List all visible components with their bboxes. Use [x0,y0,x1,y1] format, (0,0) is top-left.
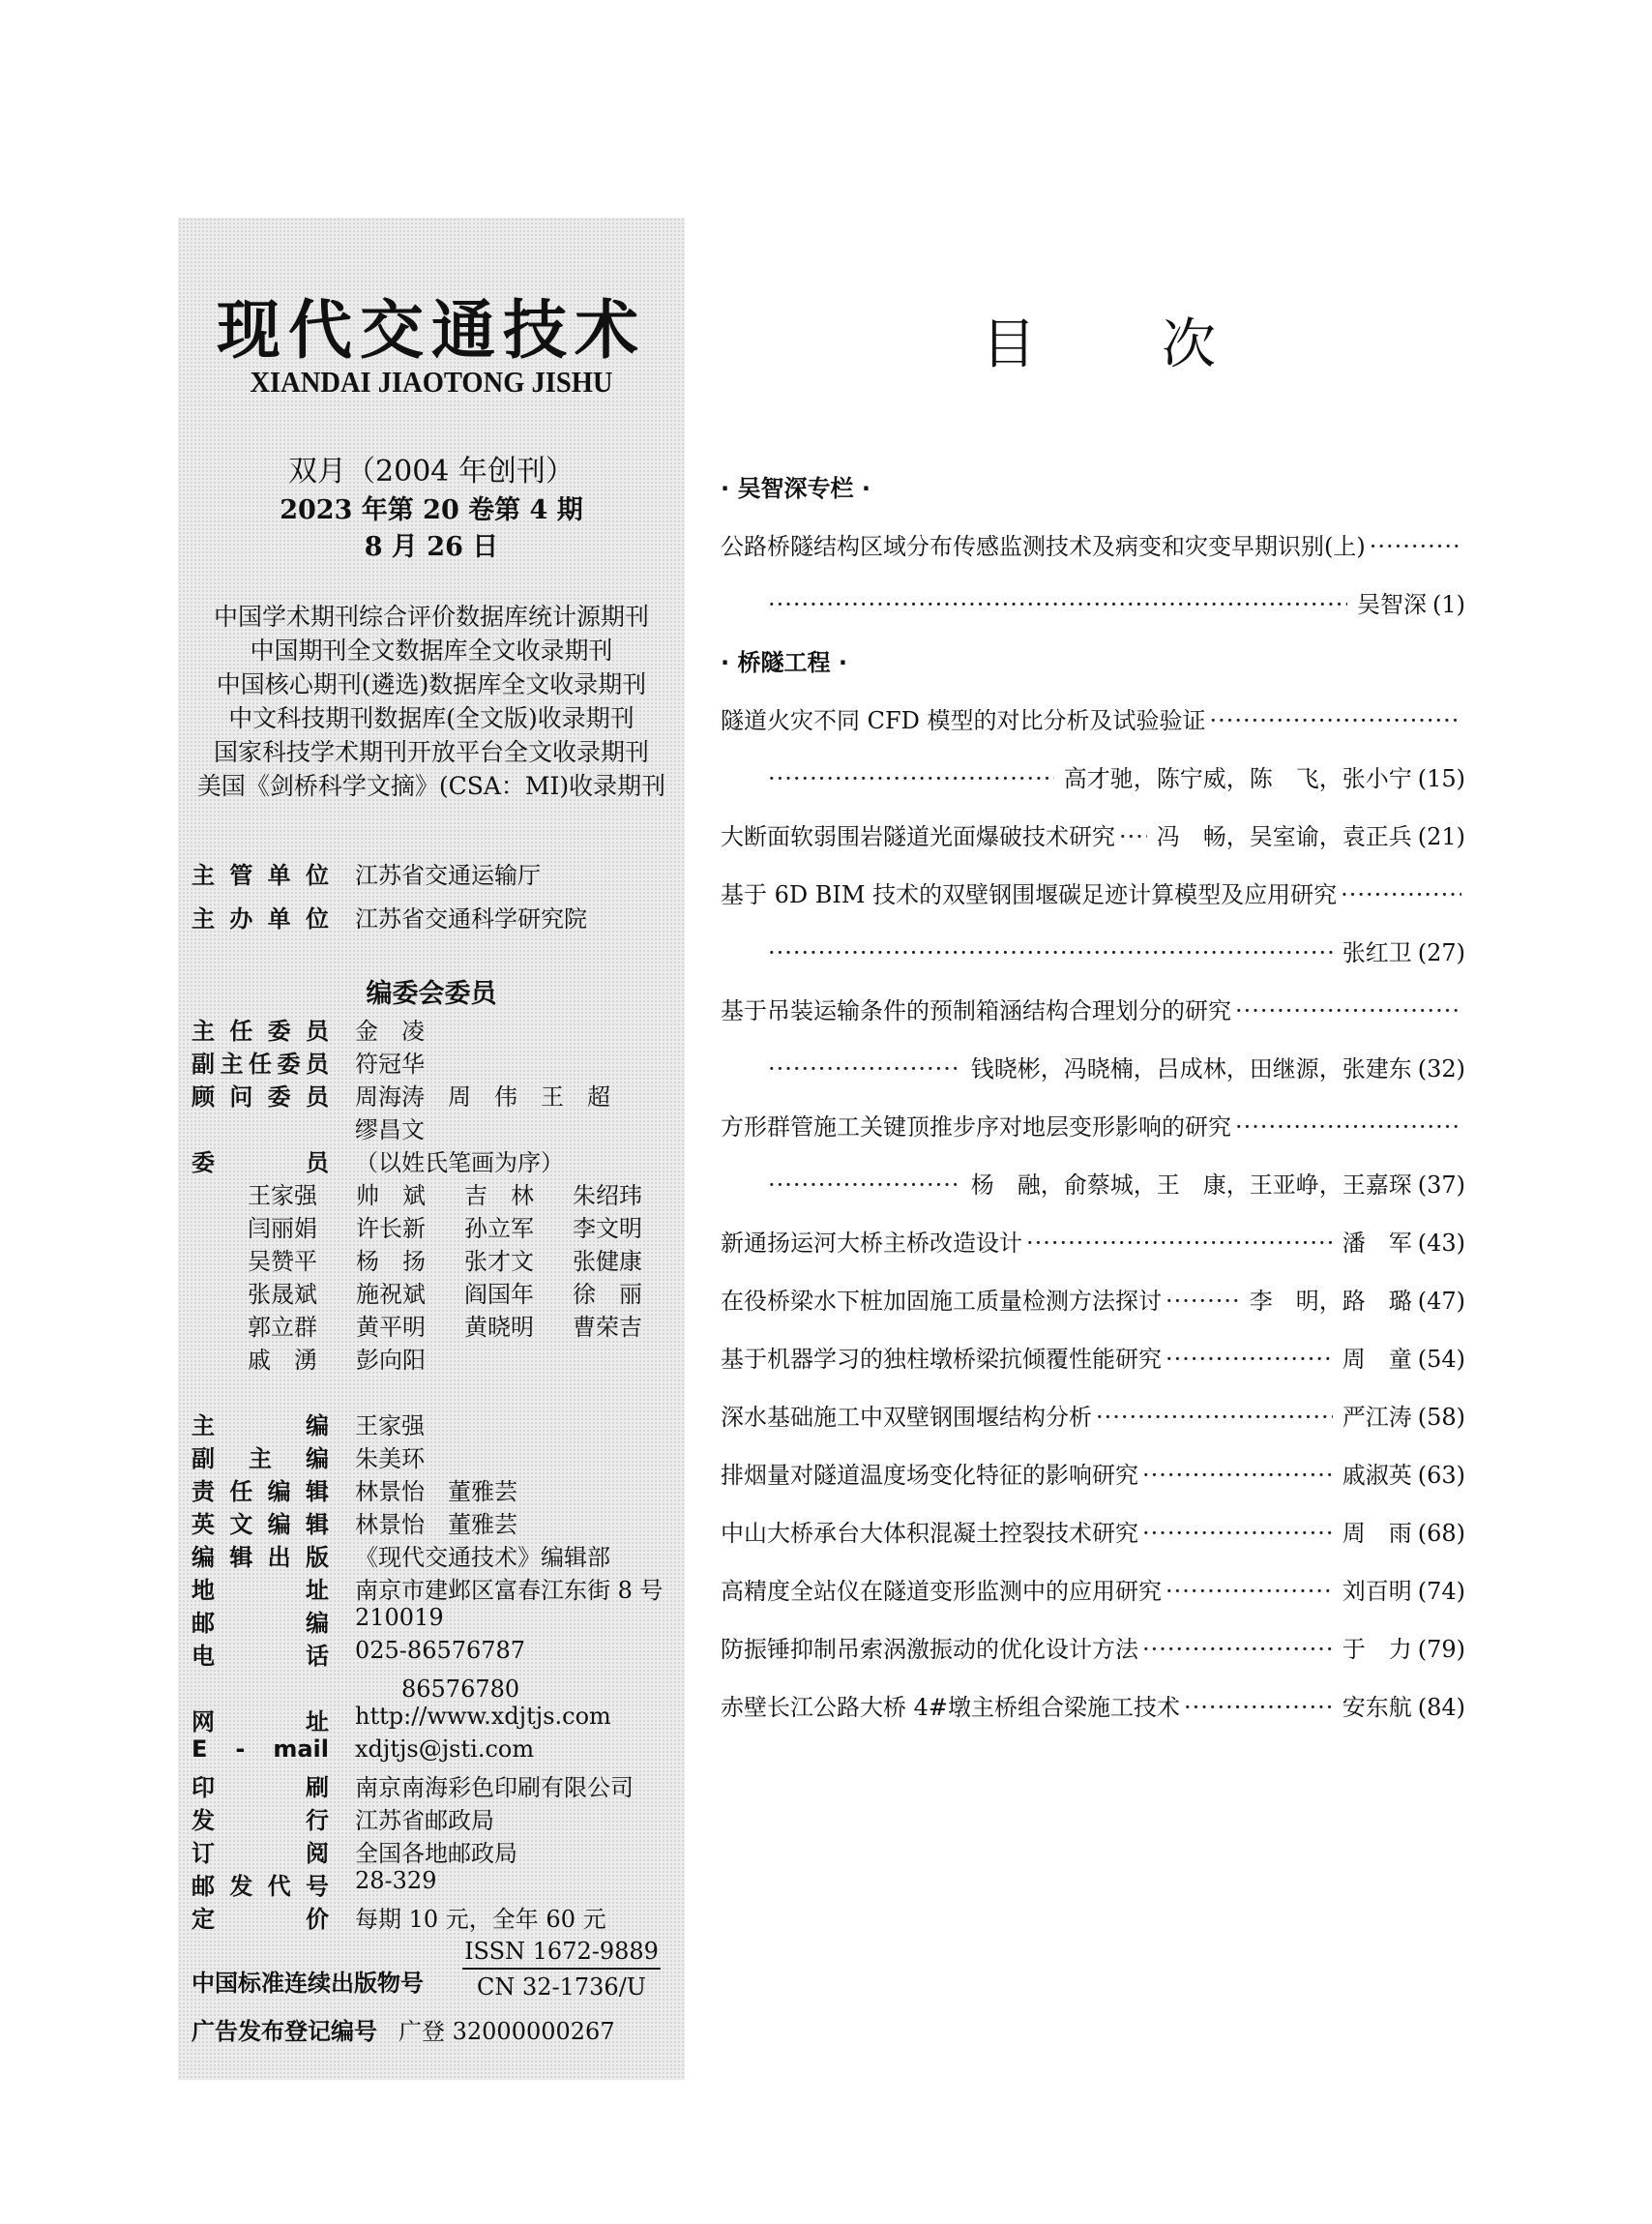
toc-entry-author: 周 童 [1342,1346,1412,1373]
toc-section: · 桥隧工程 · [721,649,847,676]
toc-title-right: 次 [1162,313,1216,376]
member-name: 黄平明 [356,1314,426,1341]
editorial-value: 林景怡 董雅芸 [355,1511,517,1538]
toc-entry-title: 基于 6D BIM 技术的双壁钢围堰碳足迹计算模型及应用研究 [721,881,1338,908]
editorial-label: 定价 [192,1906,329,1933]
toc-entry[interactable] [721,875,1465,909]
toc-title-left: 目 [982,313,1036,376]
member-row [248,1209,681,1243]
editorial-label: 订阅 [192,1840,329,1867]
editorial-value: 南京南海彩色印刷有限公司 [355,1774,634,1801]
toc-entry[interactable] [721,1572,1465,1606]
member-name: 张健康 [573,1248,642,1275]
toc-entry-author: 刘百明 [1342,1578,1412,1605]
editorial-label: 责任编辑 [192,1478,329,1505]
board-title: 编委会委员 [366,979,497,1009]
toc-entry-page: (84) [1417,1694,1465,1721]
toc-entry-page: (68) [1417,1520,1465,1547]
editorial-value: 025-86576787 [355,1637,526,1664]
toc-entry[interactable] [721,817,1465,851]
board-role-value: 金 凌 [355,1018,425,1045]
board-role-value: 缪昌文 [355,1116,425,1143]
toc-entry-title: 深水基础施工中双壁钢围堰结构分析 [721,1404,1092,1431]
editorial-label: 主编 [192,1412,329,1439]
board-role-value: 周海涛 周 伟 王 超 [355,1083,610,1111]
toc-entry[interactable] [721,1456,1465,1490]
indexing-item: 国家科技学术期刊开放平台全文收录期刊 [213,738,649,766]
toc-entry[interactable] [721,527,1465,561]
member-name: 张才文 [464,1248,534,1275]
toc-entry-title: 方形群管施工关键顶推步序对地层变形影响的研究 [721,1113,1231,1141]
toc-entry[interactable] [721,992,1465,1025]
member-name: 李文明 [573,1215,642,1242]
indexing-item: 中国学术期刊综合评价数据库统计源期刊 [213,603,649,631]
member-name: 孙立军 [464,1215,534,1242]
toc-entry-title: 隧道火灾不同 CFD 模型的对比分析及试验验证 [721,707,1206,734]
editorial-label: 英文编辑 [192,1511,329,1538]
toc-entry[interactable] [721,1340,1465,1374]
issn: ISSN 1672-9889 [462,1938,661,1970]
member-name: 吴赞平 [248,1248,317,1275]
toc-entry[interactable] [721,701,1465,735]
toc-entry-author: 钱晓彬，冯晓楠，吕成林，田继源，张建东 [970,1055,1412,1082]
member-name: 徐 丽 [573,1281,642,1308]
toc-entry-title: 新通扬运河大桥主桥改造设计 [721,1230,1022,1257]
member-row [248,1308,681,1342]
cn-number: CN 32-1736/U [476,1973,647,2001]
toc-entry-author: 冯 畅，吴室谕，袁正兵 [1156,823,1412,850]
toc-entry[interactable] [721,1224,1465,1258]
editorial-label: 地址 [192,1577,329,1604]
member-name: 彭向阳 [356,1347,426,1374]
sponsor-label: 主办单位 [192,905,329,933]
member-name: 阎国年 [464,1281,534,1308]
serial-number [462,1938,661,2001]
member-row [248,1341,464,1375]
toc-entry-page: (37) [1417,1171,1465,1199]
toc-entry-page: (43) [1417,1230,1465,1257]
toc-entry[interactable] [721,1108,1465,1142]
toc-entry-page: (63) [1417,1462,1465,1489]
member-row [248,1275,681,1309]
toc-entry-page: (32) [1417,1055,1465,1082]
editorial-value: 28-329 [355,1867,437,1894]
member-row [248,1242,681,1276]
member-row [248,1176,681,1210]
toc-entry-title: 基于吊装运输条件的预制箱涵结构合理划分的研究 [721,997,1231,1024]
editorial-label: 发行 [192,1807,329,1834]
toc-entry[interactable] [721,1688,1465,1722]
toc-entry-continued[interactable] [764,585,1465,619]
editorial-value: 210019 [355,1604,444,1631]
editorial-label: 网址 [192,1708,329,1735]
toc-entry[interactable] [721,1630,1465,1664]
indexing-list [178,600,685,803]
member-name: 黄晓明 [464,1314,534,1341]
indexing-item: 中文科技期刊数据库(全文版)收录期刊 [228,704,634,732]
editorial-value: http://www.xdjtjs.com [355,1703,611,1730]
editorial-label: 印刷 [192,1774,329,1801]
journal-date: 8 月 26 日 [364,532,499,562]
toc-entry-author: 杨 融，俞蔡城，王 康，王亚峥，王嘉琛 [970,1171,1412,1199]
member-name: 戚 湧 [248,1347,317,1374]
toc-entry-title: 在役桥梁水下桩加固施工质量检测方法探讨 [721,1288,1162,1315]
toc-entry-page: (58) [1417,1404,1465,1431]
editorial-value: 南京市建邺区富春江东街 8 号 [355,1577,664,1604]
toc-entry-author: 张红卫 [1342,939,1412,966]
member-name: 王家强 [248,1182,317,1209]
toc-entry[interactable] [721,1398,1465,1432]
toc-entry-author: 戚淑英 [1342,1462,1412,1489]
ad-registration-value: 广登 32000000267 [398,2018,615,2045]
toc-entry-title: 中山大桥承台大体积混凝土控裂技术研究 [721,1520,1138,1547]
member-name: 张晟斌 [248,1281,317,1308]
toc-section: · 吴智深专栏 · [721,475,870,502]
board-role-label: 主任委员 [192,1018,329,1045]
toc-entry-title: 赤壁长江公路大桥 4#墩主桥组合梁施工技术 [721,1694,1181,1721]
toc-entry-title: 大断面软弱围岩隧道光面爆破技术研究 [721,823,1115,850]
toc-entry-author: 吴智深 [1357,591,1427,618]
toc-entry-page: (15) [1417,765,1465,792]
editorial-value: 《现代交通技术》编辑部 [355,1544,610,1571]
editorial-value: 江苏省邮政局 [355,1807,494,1834]
toc-entry-author: 高才驰，陈宁威，陈 飞，张小宁 [1063,765,1412,792]
board-role-label: 副主任委员 [192,1051,329,1078]
toc-entry-page: (47) [1417,1288,1465,1315]
toc-entry-author: 潘 军 [1342,1230,1412,1257]
board-role-label: 顾问委员 [192,1083,329,1111]
toc-entry-page: (1) [1432,591,1465,618]
editorial-value: xdjtjs@jsti.com [355,1735,535,1763]
toc-entry-title: 排烟量对隧道温度场变化特征的影响研究 [721,1462,1138,1489]
toc-entry-author: 严江涛 [1342,1404,1412,1431]
editorial-label: 邮发代号 [192,1873,329,1900]
journal-title: 现代交通技术 [217,293,646,368]
member-name: 杨 扬 [356,1248,426,1275]
ad-registration [192,2012,615,2046]
member-name: 闫丽娟 [248,1215,317,1242]
toc-entry[interactable] [721,1514,1465,1548]
editorial-label: E - mail [192,1735,329,1763]
editorial-label: 编辑出版 [192,1544,329,1571]
editorial-value: 王家强 [355,1412,425,1439]
editorial-value: 每期 10 元，全年 60 元 [355,1906,606,1933]
indexing-item: 中国期刊全文数据库全文收录期刊 [250,637,613,665]
toc-entry[interactable] [721,1282,1465,1316]
journal-issue: 2023 年第 20 卷第 4 期 [280,495,583,525]
member-name: 施祝斌 [356,1281,426,1308]
board-role-value: 符冠华 [355,1051,425,1078]
board-role-value: （以姓氏笔画为序） [355,1149,564,1176]
board-role-label: 委员 [192,1149,329,1176]
sponsor-value: 江苏省交通科学研究院 [355,905,587,933]
indexing-item: 中国核心期刊(遴选)数据库全文收录期刊 [216,670,647,698]
member-name: 吉 林 [464,1182,534,1209]
toc-entry-continued[interactable] [764,1050,1465,1083]
sponsor-label: 主管单位 [192,862,329,889]
serial-number-label: 中国标准连续出版物号 [192,1970,424,1997]
member-name: 帅 斌 [356,1182,426,1209]
member-name: 郭立群 [248,1314,317,1341]
toc-entry-title: 防振锤抑制吊索涡激振动的优化设计方法 [721,1636,1138,1663]
toc-entry-title: 基于机器学习的独柱墩桥梁抗倾覆性能研究 [721,1346,1162,1373]
toc-entry-page: (54) [1417,1346,1465,1373]
toc-entry-continued[interactable] [764,934,1465,967]
sponsor-value: 江苏省交通运输厅 [355,862,541,889]
indexing-item: 美国《剑桥科学文摘》(CSA：MI)收录期刊 [196,772,666,800]
editorial-value: 86576780 [355,1675,520,1703]
member-name: 朱绍玮 [573,1182,642,1209]
member-name: 曹荣吉 [573,1314,642,1341]
ad-registration-label: 广告发布登记编号 [192,2018,377,2045]
toc-entry-page: (79) [1417,1636,1465,1663]
toc-entry-author: 李 明，路 璐 [1249,1288,1412,1315]
editorial-value: 全国各地邮政局 [355,1840,517,1867]
toc-entry-author: 安东航 [1342,1694,1412,1721]
toc-entry-page: (74) [1417,1578,1465,1605]
toc-entry-title: 公路桥隧结构区域分布传感监测技术及病变和灾变早期识别(上) [721,533,1366,560]
toc-entry-author: 周 雨 [1342,1520,1412,1547]
editorial-value: 朱美环 [355,1445,425,1472]
toc-entry-continued[interactable] [764,759,1465,793]
editorial-label: 邮编 [192,1610,329,1637]
member-name: 许长新 [356,1215,426,1242]
toc-entry-author: 于 力 [1342,1636,1412,1663]
editorial-label: 电话 [192,1643,329,1670]
journal-pinyin: XIANDAI JIAOTONG JISHU [250,365,613,399]
journal-frequency: 双月（2004 年创刊） [288,455,575,489]
toc-entry-page: (27) [1417,939,1465,966]
editorial-label: 副主编 [192,1445,329,1472]
toc-entry-title: 高精度全站仪在隧道变形监测中的应用研究 [721,1578,1162,1605]
toc-title [982,302,1216,379]
editorial-value: 林景怡 董雅芸 [355,1478,517,1505]
toc-entry-page: (21) [1417,823,1465,850]
toc-entry-continued[interactable] [764,1166,1465,1200]
